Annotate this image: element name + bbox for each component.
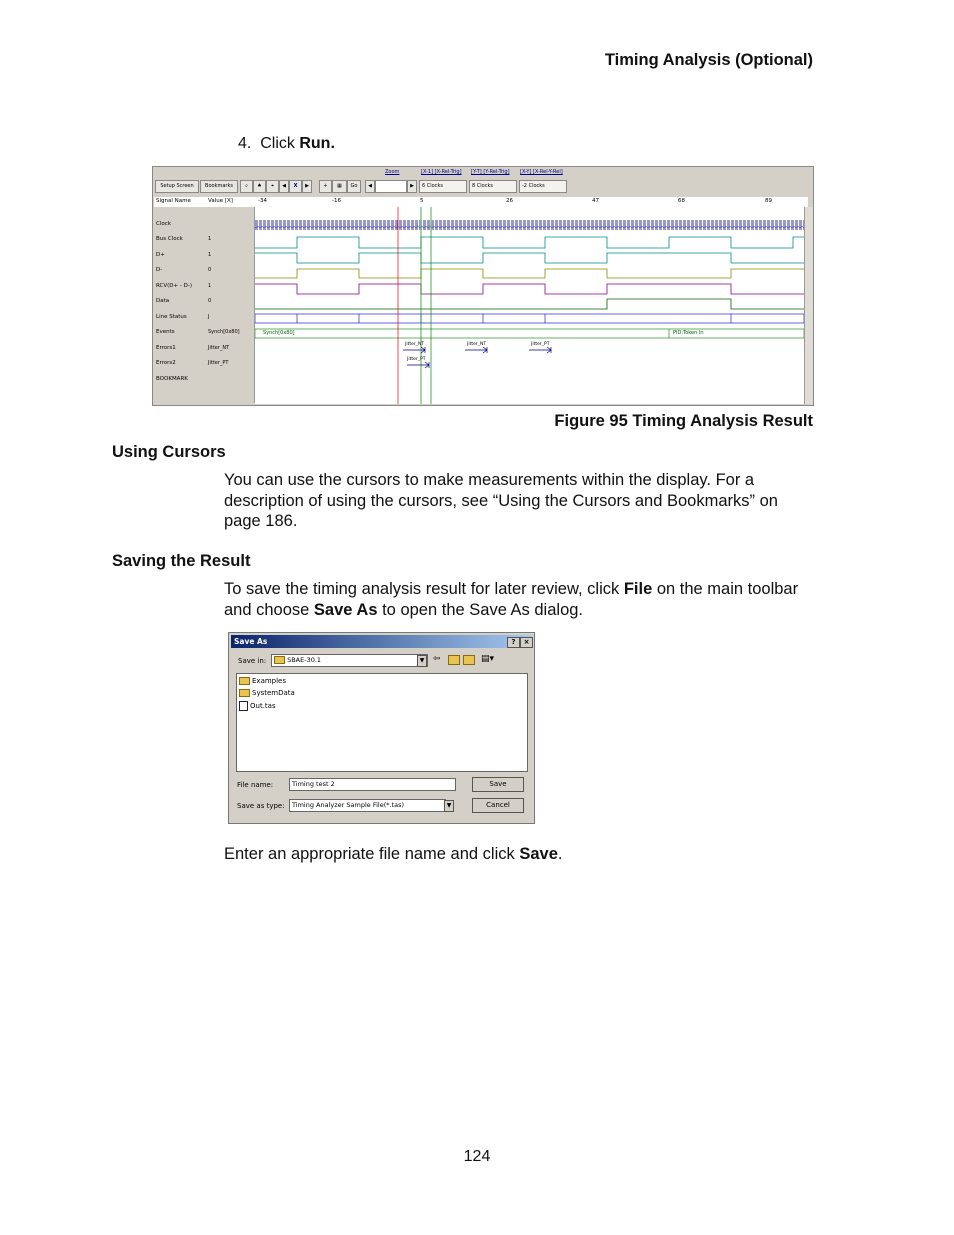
view-menu-icon[interactable]: ▤▾ <box>481 654 495 664</box>
signal-name: Events <box>156 329 175 335</box>
signal-name: Data <box>156 298 170 304</box>
errors1-label: Jitter_PT <box>531 342 550 347</box>
cancel-button[interactable]: Cancel <box>472 798 524 813</box>
save-button[interactable]: Save <box>472 777 524 792</box>
dminus-waveform <box>255 269 804 278</box>
folder-icon <box>274 656 285 664</box>
signal-value: Jitter_PT <box>208 360 229 366</box>
prev-arrow-icon[interactable]: ◀ <box>279 180 289 193</box>
tick-label: -34 <box>258 198 267 204</box>
signal-name: D- <box>156 267 163 273</box>
tick-label: 47 <box>592 198 599 204</box>
signal-value: 1 <box>208 252 212 258</box>
chevron-down-icon[interactable]: ▼ <box>444 800 454 812</box>
errors2-label: Jitter_PT <box>407 357 426 362</box>
signal-value: 1 <box>208 236 212 242</box>
waveform-area[interactable] <box>255 207 804 404</box>
running-header: Timing Analysis (Optional) <box>604 51 813 69</box>
file-name-input[interactable]: Timing test 2 <box>289 778 456 791</box>
signal-value: Jitter_NT <box>208 345 230 351</box>
folder-icon <box>239 677 250 685</box>
signal-values-column <box>206 207 255 403</box>
save-in-label: Save in: <box>238 657 267 665</box>
tick-label: 5 <box>420 198 424 204</box>
page-number: 124 <box>463 1148 491 1165</box>
y-trig-link[interactable]: [Y-T] [Y-Rel-Trig] <box>471 169 510 175</box>
signal-value: 1 <box>208 283 212 289</box>
tick-label: 89 <box>765 198 772 204</box>
waveform-svg <box>255 207 804 404</box>
vertical-scrollbar[interactable] <box>804 207 813 404</box>
tick-label: 68 <box>678 198 685 204</box>
new-folder-icon[interactable] <box>463 655 475 665</box>
file-icon <box>239 701 248 711</box>
dialog-title: Save As <box>234 637 268 646</box>
signal-names-column <box>154 207 210 403</box>
signal-name: Line Status <box>156 314 187 320</box>
timing-analysis-screenshot <box>152 166 814 406</box>
bus-clock-waveform <box>255 237 804 248</box>
binoculars-icon[interactable]: ♠ <box>253 180 266 193</box>
signal-name: D+ <box>156 252 165 258</box>
search-icon[interactable]: ⌕ <box>240 180 253 193</box>
go-button[interactable]: Go <box>347 180 361 193</box>
figure-caption: Figure 95 Timing Analysis Result <box>554 412 813 430</box>
list-item[interactable]: SystemData <box>239 689 295 697</box>
value-header: Value [X] <box>208 198 233 204</box>
delta-xy-readout: -2 Clocks <box>519 180 567 193</box>
saving-result-heading: Saving the Result <box>112 552 251 570</box>
errors1-label: Jitter_NT <box>405 342 425 347</box>
events-band <box>255 329 804 338</box>
signal-name: Clock <box>156 221 171 227</box>
data-waveform <box>255 299 804 309</box>
signal-name: BOOKMARK <box>156 376 188 382</box>
setup-screen-button[interactable]: Setup Screen <box>155 180 199 193</box>
timing-toolbar <box>153 167 813 197</box>
signal-name: Errors1 <box>156 345 176 351</box>
save-type-dropdown[interactable]: Timing Analyzer Sample File(*.tas) <box>289 799 446 812</box>
line-status-band <box>255 314 804 323</box>
using-cursors-text: You can use the cursors to make measurements within the display. For a description of using the cursors, see “Using the Cursors and Bookmarks” on page 186. <box>224 471 778 530</box>
events-synch-label: Synch[0x80] <box>263 330 295 336</box>
grid-icon[interactable]: ▦ <box>332 180 347 193</box>
list-item[interactable]: Out.tas <box>239 701 276 711</box>
tick-label: 26 <box>506 198 513 204</box>
save-as-dialog <box>228 632 535 824</box>
file-list[interactable] <box>236 673 528 772</box>
events-pid-label: PID:Token In <box>673 330 704 336</box>
help-button[interactable]: ? <box>507 637 520 648</box>
zoom-link[interactable]: Zoom <box>385 169 400 175</box>
scroll-track[interactable] <box>375 180 407 193</box>
saving-result-text: To save the timing analysis result for later review, click File on the main toolbar and choose Save As to open the Save As dialog. <box>224 580 799 619</box>
next-arrow-icon[interactable]: ▶ <box>302 180 312 193</box>
chevron-down-icon[interactable]: ▼ <box>417 655 427 667</box>
up-folder-icon[interactable] <box>448 655 460 665</box>
signal-value: J <box>208 314 210 320</box>
signal-name: RCV(D+ - D-) <box>156 283 192 289</box>
x-cursor-icon[interactable]: X <box>289 180 302 193</box>
bookmarks-button[interactable]: Bookmarks <box>200 180 238 193</box>
tick-label: -16 <box>332 198 341 204</box>
back-arrow-icon[interactable]: ⇦ <box>433 654 441 664</box>
dialog-title-bar <box>231 635 532 648</box>
xy-rel-link[interactable]: [X-Y] [X-Rel-Y-Rel] <box>520 169 563 175</box>
save-in-dropdown[interactable]: SBAE-30.1 <box>271 654 428 667</box>
delta-x-readout: 6 Clocks <box>419 180 467 193</box>
list-item[interactable]: Examples <box>239 677 286 685</box>
closing-text: Enter an appropriate file name and click Save. <box>224 845 563 863</box>
errors1-label: Jitter_NT <box>467 342 487 347</box>
scroll-left-icon[interactable]: ◀ <box>365 180 375 193</box>
close-button[interactable]: × <box>520 637 533 648</box>
signal-value: 0 <box>208 298 212 304</box>
signal-value: 0 <box>208 267 212 273</box>
dplus-waveform <box>255 253 804 263</box>
signal-name: Bus Clock <box>156 236 183 242</box>
step-4: 4. Click Run. <box>238 135 335 152</box>
rcv-waveform <box>255 284 804 294</box>
file-name-label: File name: <box>237 781 274 789</box>
x-trig-link[interactable]: [X-1] [X-Rel-Trig] <box>421 169 462 175</box>
scroll-right-icon[interactable]: ▶ <box>407 180 417 193</box>
clock-waveform <box>255 220 804 230</box>
folder-icon <box>239 689 250 697</box>
signal-name-header: Signal Name <box>156 198 191 204</box>
marker-icon[interactable]: ⌖ <box>266 180 279 193</box>
add-icon[interactable]: + <box>319 180 332 193</box>
delta-y-readout: 8 Clocks <box>469 180 517 193</box>
using-cursors-heading: Using Cursors <box>112 443 226 461</box>
signal-value: Synch[0x80] <box>208 329 240 335</box>
save-type-label: Save as type: <box>237 802 285 810</box>
signal-name: Errors2 <box>156 360 176 366</box>
